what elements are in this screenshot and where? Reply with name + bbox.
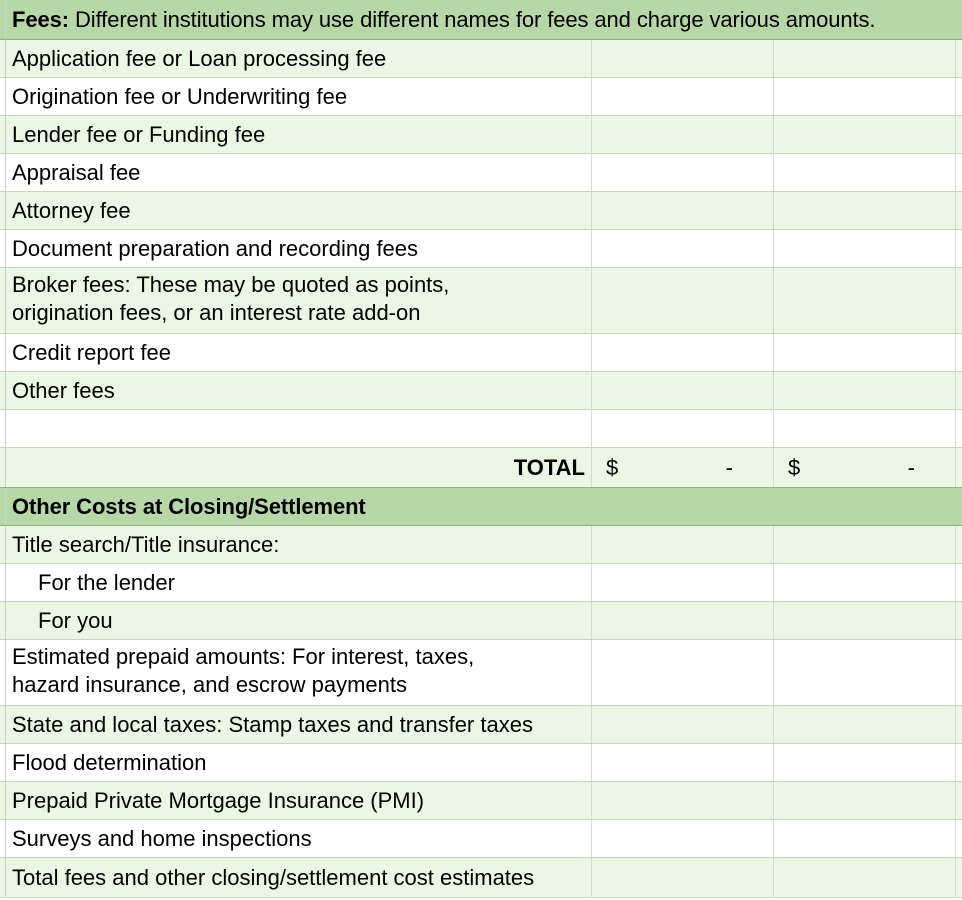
other-costs-header-row[interactable] [0, 488, 962, 526]
total-value: - [907, 454, 915, 480]
row-label: Origination fee or Underwriting fee [12, 83, 348, 109]
row-label: Lender fee or Funding fee [12, 121, 266, 147]
row-label: For the lender [38, 569, 175, 595]
value-cell-2[interactable] [773, 410, 955, 447]
table-row [0, 858, 962, 898]
table-row [0, 820, 962, 858]
overflow-cell[interactable] [955, 230, 962, 267]
row-label: Other fees [12, 377, 115, 403]
other-costs-header-text: Other Costs at Closing/Settlement [12, 493, 366, 519]
value-cell-2[interactable] [773, 334, 955, 371]
value-cell-2[interactable] [773, 564, 955, 601]
value-cell-1[interactable] [591, 410, 773, 447]
row-label: Credit report fee [12, 339, 171, 365]
label-cell[interactable] [5, 564, 591, 601]
value-cell-2[interactable] [773, 744, 955, 781]
row-label: Title search/Title insurance: [12, 531, 280, 557]
label-cell[interactable] [5, 268, 591, 333]
value-cell-1[interactable] [591, 602, 773, 639]
fees-header-cell[interactable] [5, 0, 962, 39]
value-cell-2[interactable] [773, 706, 955, 743]
label-cell[interactable] [5, 526, 591, 563]
label-cell[interactable] [5, 230, 591, 267]
value-cell-2[interactable] [773, 372, 955, 409]
value-cell-1[interactable] [591, 820, 773, 857]
fees-header-text [12, 7, 875, 33]
table-row [0, 372, 962, 410]
value-cell-1[interactable] [591, 230, 773, 267]
table-row [0, 526, 962, 564]
table-row [0, 192, 962, 230]
overflow-cell[interactable] [955, 410, 962, 447]
other-costs-header-cell[interactable] [5, 488, 962, 525]
overflow-cell[interactable] [955, 448, 962, 487]
overflow-cell[interactable] [955, 192, 962, 229]
value-cell-2[interactable] [773, 116, 955, 153]
table-row [0, 268, 962, 334]
row-label-line-1: Estimated prepaid amounts: For interest, taxes, [12, 644, 475, 669]
table-row [0, 782, 962, 820]
value-cell-1[interactable] [591, 116, 773, 153]
label-cell[interactable] [5, 192, 591, 229]
row-label: Flood determination [12, 749, 207, 775]
overflow-cell[interactable] [955, 334, 962, 371]
value-cell-1[interactable] [591, 706, 773, 743]
row-label: Document preparation and recording fees [12, 235, 419, 261]
overflow-cell[interactable] [955, 744, 962, 781]
label-cell[interactable] [5, 116, 591, 153]
row-label [12, 643, 587, 699]
value-cell-2[interactable] [773, 230, 955, 267]
row-label: Appraisal fee [12, 159, 141, 185]
overflow-cell[interactable] [955, 372, 962, 409]
value-cell-1[interactable] [591, 268, 773, 333]
label-cell[interactable] [5, 372, 591, 409]
total-label-cell[interactable] [5, 448, 591, 487]
table-row [0, 706, 962, 744]
label-cell[interactable] [5, 820, 591, 857]
overflow-cell[interactable] [955, 40, 962, 77]
value-cell-1[interactable] [591, 334, 773, 371]
overflow-cell[interactable] [955, 820, 962, 857]
value-cell-1[interactable] [591, 154, 773, 191]
overflow-cell[interactable] [955, 116, 962, 153]
table-row [0, 230, 962, 268]
label-cell[interactable] [5, 706, 591, 743]
label-cell[interactable] [5, 782, 591, 819]
overflow-cell[interactable] [955, 564, 962, 601]
fees-header-bold: Fees: [12, 6, 69, 32]
overflow-cell[interactable] [955, 602, 962, 639]
value-cell-1[interactable] [591, 858, 773, 897]
row-label [12, 271, 587, 327]
overflow-cell[interactable] [955, 526, 962, 563]
table-row [0, 116, 962, 154]
label-cell[interactable] [5, 858, 591, 897]
fees-header-row[interactable] [0, 0, 962, 40]
currency-symbol: $ [606, 454, 619, 480]
value-cell-2[interactable] [773, 602, 955, 639]
value-cell-2[interactable] [773, 154, 955, 191]
label-cell[interactable] [5, 744, 591, 781]
label-cell[interactable] [5, 154, 591, 191]
label-cell[interactable] [5, 410, 591, 447]
value-cell-1[interactable] [591, 640, 773, 705]
label-cell[interactable] [5, 40, 591, 77]
table-row [0, 564, 962, 602]
row-label: Application fee or Loan processing fee [12, 45, 387, 71]
value-cell-1[interactable] [591, 782, 773, 819]
overflow-cell[interactable] [955, 706, 962, 743]
fees-header-description: Different institutions may use different names for fees and charge various amounts. [68, 6, 876, 32]
value-cell-2[interactable] [773, 192, 955, 229]
value-cell-1[interactable] [591, 192, 773, 229]
value-cell-2[interactable] [773, 526, 955, 563]
overflow-cell[interactable] [955, 640, 962, 705]
label-cell[interactable] [5, 640, 591, 705]
overflow-cell[interactable] [955, 154, 962, 191]
value-cell-1[interactable] [591, 744, 773, 781]
overflow-cell[interactable] [955, 78, 962, 115]
value-cell-2[interactable] [773, 858, 955, 897]
table-row [0, 78, 962, 116]
total-label: TOTAL [513, 454, 585, 480]
total-value-cell-1[interactable] [591, 448, 773, 487]
row-label: Surveys and home inspections [12, 825, 312, 851]
value-cell-1[interactable] [591, 40, 773, 77]
row-label: State and local taxes: Stamp taxes and transfer taxes [12, 711, 533, 737]
row-label-line-2: origination fees, or an interest rate add-on [12, 300, 421, 325]
total-value-cell-2[interactable] [773, 448, 955, 487]
value-cell-1[interactable] [591, 564, 773, 601]
label-cell[interactable] [5, 78, 591, 115]
overflow-cell[interactable] [955, 268, 962, 333]
row-label-line-2: hazard insurance, and escrow payments [12, 672, 407, 697]
table-row [0, 602, 962, 640]
table-row [0, 40, 962, 78]
value-cell-2[interactable] [773, 78, 955, 115]
currency-symbol: $ [788, 454, 801, 480]
row-label: Attorney fee [12, 197, 131, 223]
value-cell-1[interactable] [591, 78, 773, 115]
row-label: Prepaid Private Mortgage Insurance (PMI) [12, 787, 425, 813]
table-row [0, 334, 962, 372]
total-value: - [725, 454, 733, 480]
value-cell-2[interactable] [773, 268, 955, 333]
value-cell-2[interactable] [773, 782, 955, 819]
value-cell-2[interactable] [773, 640, 955, 705]
total-row [0, 448, 962, 488]
value-cell-2[interactable] [773, 40, 955, 77]
table-row [0, 744, 962, 782]
value-cell-2[interactable] [773, 820, 955, 857]
overflow-cell[interactable] [955, 858, 962, 897]
label-cell[interactable] [5, 602, 591, 639]
table-row [0, 154, 962, 192]
label-cell[interactable] [5, 334, 591, 371]
row-label: Total fees and other closing/settlement cost estimates [12, 864, 535, 890]
row-label: For you [38, 607, 113, 633]
table-row [0, 410, 962, 448]
value-cell-1[interactable] [591, 526, 773, 563]
value-cell-1[interactable] [591, 372, 773, 409]
row-label-line-1: Broker fees: These may be quoted as points, [12, 272, 450, 297]
overflow-cell[interactable] [955, 782, 962, 819]
table-row [0, 640, 962, 706]
